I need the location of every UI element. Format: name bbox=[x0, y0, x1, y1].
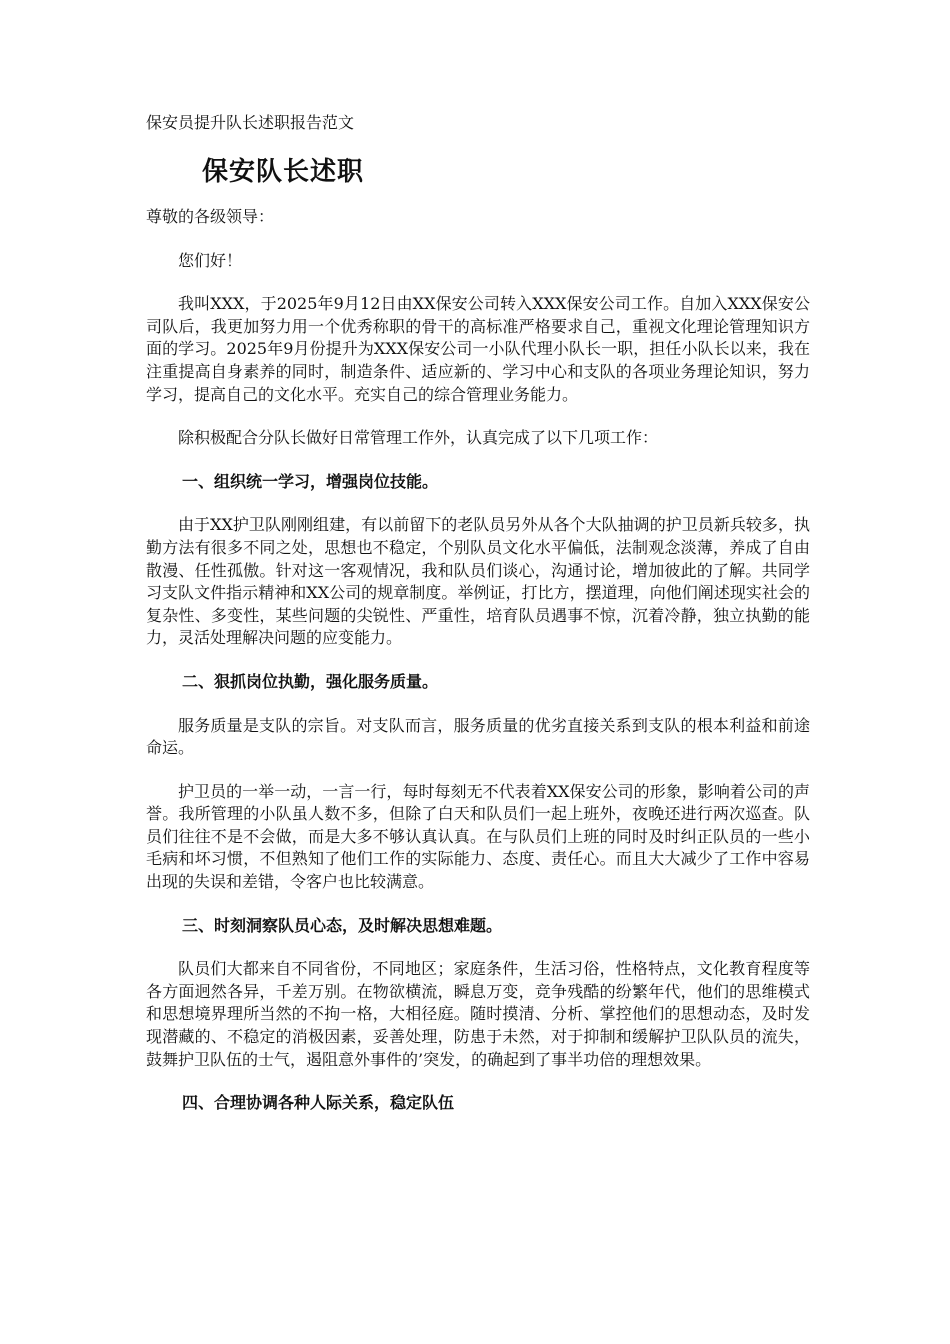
document-title: 保安队长述职 bbox=[202, 157, 365, 187]
greeting: 您们好！ bbox=[178, 250, 243, 270]
section-heading-3: 三、时刻洞察队员心态，及时解决思想难题。 bbox=[182, 915, 503, 935]
paragraph-section-3: 队员们大都来自不同省份，不同地区；家庭条件，生活习俗，性格特点，文化教育程度等各方面迥然各异，千差万别。在物欲横流，瞬息万变，竞争残酷的纷繁年代，他们的思维模式和思想境界理所当然的不拘一格，大相径庭。随时摸清、分析、掌控他们的思想动态，及时发现潜藏的、不稳定的消极因素，妥善处理，防患于未然，对于抑制和缓解护卫队队员的流失，鼓舞护卫队伍的士气，遏阻意外事件的’突发，的确起到了事半功倍的理想效果。 bbox=[146, 959, 810, 1069]
paragraph-section-2a: 服务质量是支队的宗旨。对支队而言，服务质量的优劣直接关系到支队的根本利益和前途命运。 bbox=[146, 715, 810, 758]
salutation: 尊敬的各级领导： bbox=[146, 207, 275, 226]
paragraph-section-2b: 护卫员的一举一动，一言一行，每时每刻无不代表着XX保安公司的形象，影响着公司的声誉。我所管理的小队虽人数不多，但除了白天和队员们一起上班外，夜晚还进行两次巡查。队员们往往不是不会做，而是大多不够认真认真。在与队员们上班的同时及时纠正队员的一些小毛病和坏习惯，不但熟知了他们工作的实际能力、态度、责任心。而且大大减少了工作中容易出现的失误和差错，令客户也比较满意。 bbox=[146, 781, 810, 892]
section-heading-4: 四、合理协调各种人际关系，稳定队伍 bbox=[182, 1093, 455, 1113]
paragraph-intro: 我叫XXX，于2025年9月12日由XX保安公司转入XXX保安公司工作。自加入XXX保安公司队后，我更加努力用一个优秀称职的骨干的高标准严格要求自己，重视文化理论管理知识方面的学习。2025年9月份提升为XXX保安公司一小队代理小队长一职，担任小队长以来，我在注重提高自身素养的同时，制造条件、适应新的、学习中心和支队的各项业务理论知识，努力学习，提高自己的文化水平。充实自己的综合管理业务能力。 bbox=[146, 294, 810, 404]
section-heading-1: 一、组织统一学习，增强岗位技能。 bbox=[182, 471, 439, 491]
document-page bbox=[146, 112, 810, 1136]
section-heading-2: 二、狠抓岗位执勤，强化服务质量。 bbox=[182, 671, 439, 691]
file-title: 保安员提升队长述职报告范文 bbox=[146, 113, 355, 132]
paragraph-section-1: 由于XX护卫队刚刚组建，有以前留下的老队员另外从各个大队抽调的护卫员新兵较多，执勤方法有很多不同之处，思想也不稳定，个别队员文化水平偏低，法制观念淡薄，养成了自由散漫、任性孤傲。针对这一客观情况，我和队员们谈心，沟通讨论，增加彼此的了解。共同学习支队文件指示精神和XX公司的规章制度。举例证，打比方，摆道理，向他们阐述现实社会的复杂性、多变性，某些问题的尖锐性、严重性，培育队员遇事不惊，沉着冷静，独立执勤的能力，灵活处理解决问题的应变能力。 bbox=[146, 515, 810, 648]
paragraph-summary: 除积极配合分队长做好日常管理工作外，认真完成了以下几项工作： bbox=[178, 428, 659, 448]
